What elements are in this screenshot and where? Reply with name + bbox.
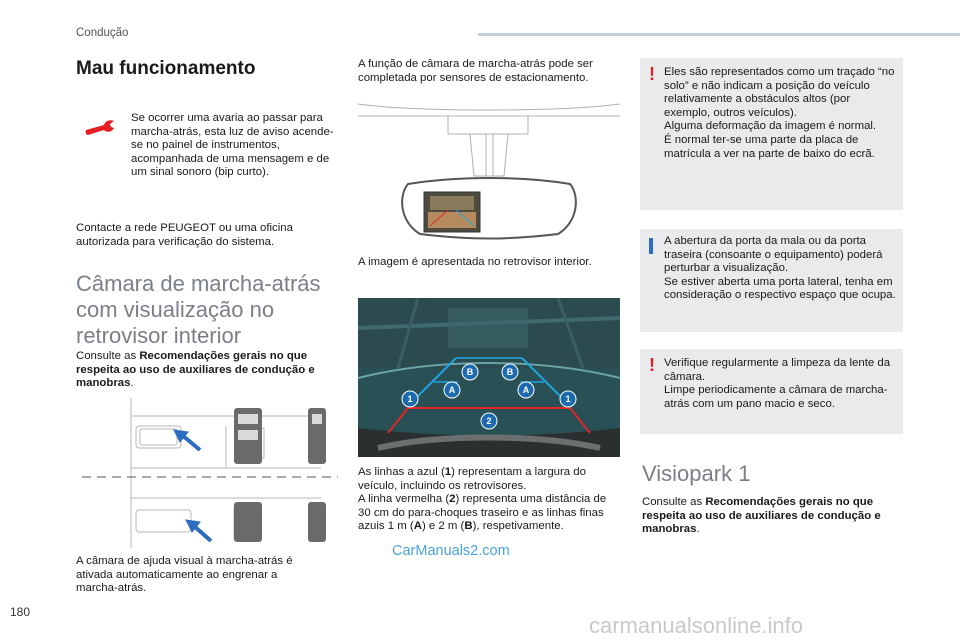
intro-text: A função de câmara de marcha-atrás pode ser completada por sensores de estacionamento. — [358, 58, 593, 84]
lines-p1-b: 1 — [444, 466, 452, 478]
consult-text-1 — [76, 350, 338, 391]
lines-p2-a: A linha vermelha ( — [358, 493, 450, 505]
heading-malfunction: Mau funcionamento — [76, 58, 256, 79]
van-rear-illustration — [76, 398, 338, 548]
note-box-warning-1 — [640, 58, 903, 210]
label-1-left: 1 — [407, 394, 413, 404]
consult-prefix: Consulte as — [76, 350, 140, 362]
note-2-text: A abertura da porta da mala ou da porta traseira (consoante o equipamento) poderá perturbar a visualização. Se estiver aberta uma porta lateral, tenha em consideração o respectivo espaço que ocupa. — [664, 235, 896, 302]
exclamation-icon: ! — [649, 355, 655, 375]
consult-bold: Recomendações gerais no que respeita ao uso de auxiliares de condução e manobras — [642, 496, 881, 536]
label-a-left: A — [448, 385, 456, 395]
consult-suffix: . — [696, 523, 700, 536]
blue-lines-text — [358, 466, 620, 493]
heading-line-3: retrovisor interior — [76, 323, 242, 348]
red-line-text — [358, 493, 620, 534]
watermark-link[interactable]: CarManuals2.com — [392, 543, 510, 559]
lines-p2-f: B — [464, 520, 473, 533]
lines-p2-e: ) e 2 m ( — [421, 520, 465, 533]
lines-p2-c: ) representa uma distância de 30 cm do para-choques traseiro e as linhas finas azuis 1 m ( — [358, 493, 607, 533]
note-3-text: Verifique regularmente a limpeza da lente da câmara. Limpe periodicamente a câmara de marcha-atrás com um pano macio e seco. — [664, 357, 891, 410]
lines-p2-d: A — [413, 520, 422, 533]
consult-text-2 — [642, 496, 904, 537]
note-box-info — [640, 229, 903, 332]
info-icon — [649, 238, 653, 254]
heading-line-2: com visualização no — [76, 297, 275, 322]
heading-visiopark: Visiopark 1 — [642, 461, 751, 486]
mirror-illustration — [358, 96, 620, 241]
section-label: Condução — [76, 27, 129, 39]
consult-prefix: Consulte as — [642, 496, 706, 508]
lines-p1-c: ) representam a largura do veículo, incluindo os retrovisores. — [358, 466, 586, 492]
note-1-text: Eles são representados como um traçado “no solo” e não indicam a posição do veículo relativamente a obstáculos altos (por exemplo, outros veículos). Alguma deformação da imagem é normal. É normal ter-se uma parte da placa de matrícula a ver na parte de baixo do ecrã. — [664, 66, 895, 160]
label-1-right: 1 — [565, 394, 571, 404]
label-b-left: B — [466, 367, 474, 377]
wrench-icon — [84, 119, 116, 137]
camera-view-image — [358, 298, 620, 457]
note-box-warning-2 — [640, 349, 903, 434]
lines-p1-a: As linhas a azul ( — [358, 466, 445, 478]
heading-line-1: Câmara de marcha-atrás — [76, 271, 321, 296]
exclamation-icon: ! — [649, 64, 655, 84]
label-2: 2 — [486, 416, 492, 426]
warning-light-text: Se ocorrer uma avaria ao passar para marcha-atrás, esta luz de aviso acende-se no painel de instrumentos, acompanhada de uma mensagem e de um sinal sonoro (bip curto). — [131, 112, 334, 179]
site-watermark: carmanualsonline.info — [589, 613, 804, 638]
page-number: 180 — [10, 605, 31, 619]
lines-p2-g: ), respetivamente. — [472, 520, 564, 533]
consult-suffix: . — [130, 377, 134, 390]
label-a-right: A — [522, 385, 530, 395]
consult-bold: Recomendações gerais no que respeita ao uso de auxiliares de condução e manobras — [76, 350, 315, 390]
contact-text: Contacte a rede PEUGEOT ou uma oficina autorizada para verificação do sistema. — [76, 222, 293, 248]
label-b-right: B — [506, 367, 514, 377]
activation-text: A câmara de ajuda visual à marcha-atrás é ativada automaticamente ao engrenar a marcha-atrás. — [76, 555, 293, 595]
mirror-caption: A imagem é apresentada no retrovisor interior. — [358, 256, 592, 268]
lines-p2-b: 2 — [449, 493, 456, 505]
header-bar — [478, 33, 960, 36]
heading-rear-camera — [76, 271, 346, 349]
